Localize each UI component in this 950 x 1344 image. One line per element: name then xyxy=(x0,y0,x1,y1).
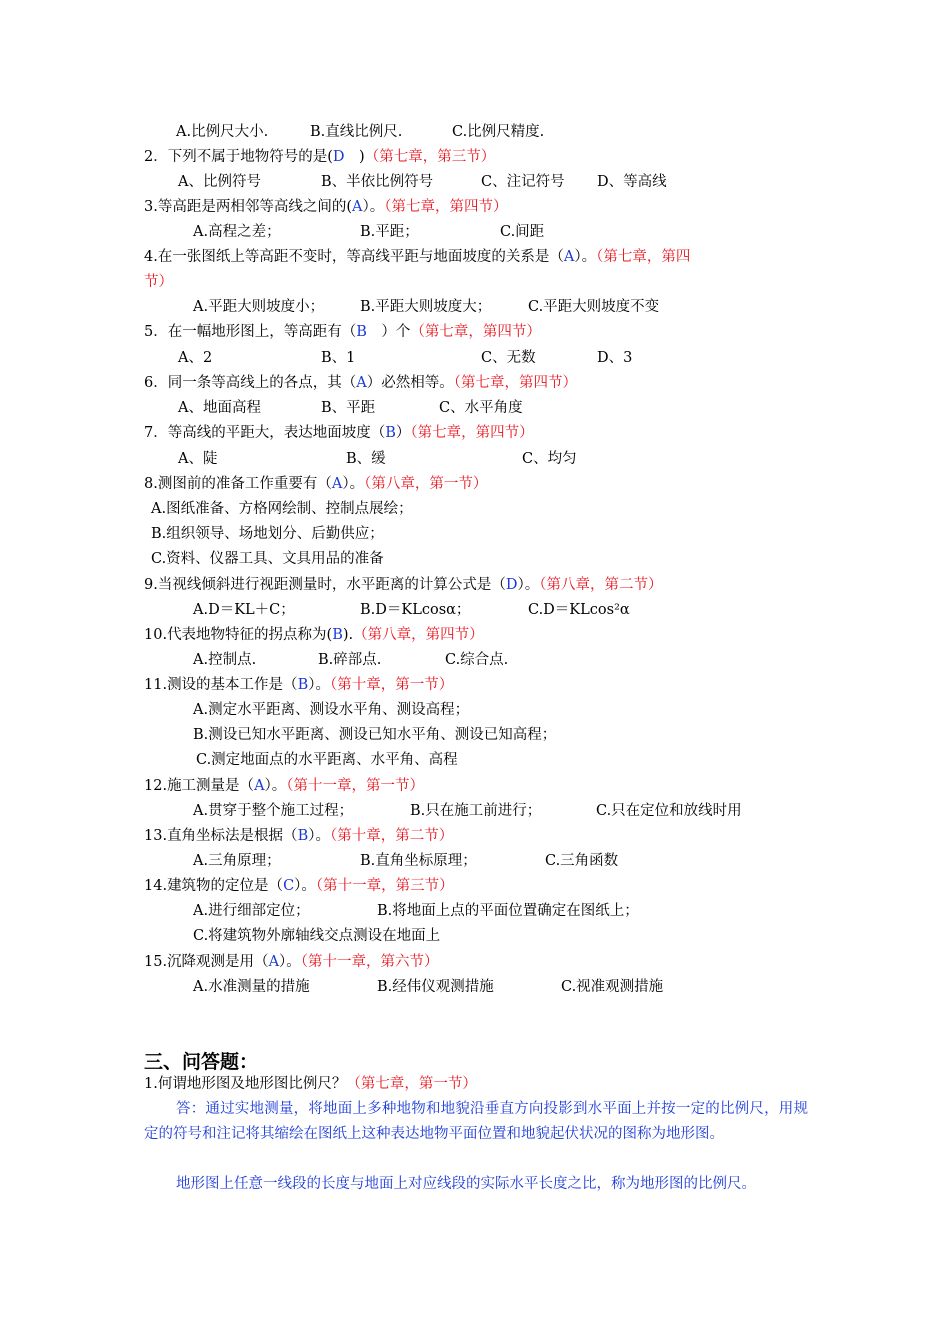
question-number: 8. xyxy=(144,476,158,492)
chapter-ref: （第七章，第四 xyxy=(596,249,691,265)
chapter-ref: （第十章，第一节） xyxy=(329,677,454,693)
option: C.资料、仪器工具、文具用品的准备 xyxy=(151,551,384,567)
question-12 xyxy=(144,776,424,796)
option: B、半依比例符号 xyxy=(321,174,434,190)
question-14 xyxy=(144,876,454,896)
chapter-ref: （第八章，第一节） xyxy=(364,476,488,492)
essay-question-1 xyxy=(144,1074,477,1094)
question-stem: 在一张图纸上等高距不变时，等高线平距与地面坡度的关系是（ xyxy=(157,249,564,265)
question-number: 12. xyxy=(144,778,168,794)
question-close: ）个 xyxy=(366,324,411,340)
question-stem: 下列不属于地物符号的是( xyxy=(167,149,333,165)
option: B、1 xyxy=(321,350,356,366)
question-close: ） xyxy=(395,425,411,441)
chapter-ref: （第十一章，第六节） xyxy=(300,954,439,970)
question-number: 6． xyxy=(144,375,168,391)
question-close: ）。 xyxy=(308,828,330,844)
option: C.D＝KLcos²α xyxy=(528,602,630,618)
option: A.进行细部定位； xyxy=(193,903,310,919)
answer: B xyxy=(297,828,309,844)
question-stem: 等高线的平距大，表达地面坡度（ xyxy=(167,425,386,441)
option: A、地面高程 xyxy=(178,400,261,416)
question-number: 2． xyxy=(144,149,168,165)
question-10 xyxy=(144,625,484,645)
question-close: ）。 xyxy=(574,249,597,265)
chapter-ref: （第七章，第四节） xyxy=(453,375,577,391)
question-15 xyxy=(144,952,439,972)
question-7 xyxy=(144,423,534,443)
chapter-ref-continued: 节） xyxy=(144,274,173,290)
question-stem: 何谓地形图及地形图比例尺？ xyxy=(157,1076,347,1092)
option: B.平距大则坡度大； xyxy=(360,299,492,315)
option: A.水准测量的措施 xyxy=(193,979,310,995)
question-number: 4. xyxy=(144,249,158,265)
option: D、3 xyxy=(597,350,633,366)
question-9 xyxy=(144,575,662,595)
option: A.贯穿于整个施工过程； xyxy=(193,803,354,819)
question-stem: 直角坐标法是根据（ xyxy=(167,828,298,844)
question-number: 15. xyxy=(144,954,168,970)
option: B.D＝KLcosα； xyxy=(360,602,471,618)
question-close: ）。 xyxy=(308,677,330,693)
answer: D xyxy=(332,149,345,165)
answer: A xyxy=(356,375,367,391)
chapter-ref: （第八章，第二节） xyxy=(539,577,663,593)
option: A.高程之差； xyxy=(193,224,281,240)
chapter-ref: （第八章，第四节） xyxy=(353,627,484,643)
question-stem: 测图前的准备工作重要有（ xyxy=(157,476,332,492)
question-close: ）必然相等。 xyxy=(366,375,454,391)
question-2 xyxy=(144,147,495,167)
option: B.组织领导、场地划分、后勤供应； xyxy=(151,526,384,542)
question-close: ）。 xyxy=(264,778,287,794)
option: C.综合点. xyxy=(445,652,509,668)
option: C.间距 xyxy=(500,224,545,240)
question-number: 7． xyxy=(144,425,168,441)
option: B.测设已知水平距离、测设已知水平角、测设已知高程； xyxy=(193,727,557,743)
option: B.经伟仪观测措施 xyxy=(377,979,494,995)
question-number: 14. xyxy=(144,878,168,894)
answer: C xyxy=(283,878,295,894)
option: A.测定水平距离、测设水平角、测设高程； xyxy=(193,702,470,718)
option: B、缓 xyxy=(346,451,386,467)
chapter-ref: （第七章，第四节） xyxy=(410,425,534,441)
question-number: 3. xyxy=(144,199,158,215)
question-stem: 同一条等高线上的各点，其（ xyxy=(167,375,357,391)
option: C.只在定位和放线时用 xyxy=(596,803,742,819)
question-6 xyxy=(144,373,577,393)
question-close: ) xyxy=(344,149,365,165)
chapter-ref: （第七章，第一节） xyxy=(346,1076,477,1092)
option: A.比例尺大小. xyxy=(176,124,269,140)
question-3 xyxy=(144,197,507,217)
answer: A xyxy=(331,476,343,492)
option: C、注记符号 xyxy=(481,174,565,190)
option: A.图纸准备、方格网绘制、控制点展绘； xyxy=(151,501,413,517)
option: C.将建筑物外廓轴线交点测设在地面上 xyxy=(193,928,441,944)
question-stem: 建筑物的定位是（ xyxy=(167,878,284,894)
question-number: 5． xyxy=(144,324,168,340)
option: C.测定地面点的水平距离、水平角、高程 xyxy=(196,752,458,768)
option: A.D＝KL＋C； xyxy=(193,602,295,618)
question-8 xyxy=(144,474,487,494)
section-heading: 三、问答题： xyxy=(144,1051,259,1073)
question-number: 1. xyxy=(144,1076,158,1092)
answer: A xyxy=(563,249,575,265)
answer: A xyxy=(268,954,280,970)
question-close: ）。 xyxy=(279,954,301,970)
question-4 xyxy=(144,247,690,267)
question-close: ）。 xyxy=(342,476,365,492)
option: B.平距； xyxy=(360,224,419,240)
question-13 xyxy=(144,826,453,846)
option: B、平距 xyxy=(321,400,376,416)
answer: B xyxy=(356,324,367,340)
option: A.控制点. xyxy=(193,652,257,668)
question-close: ). xyxy=(342,627,354,643)
option: A、比例符号 xyxy=(178,174,261,190)
question-number: 11. xyxy=(144,677,168,693)
answer: A xyxy=(352,199,363,215)
answer: B xyxy=(332,627,343,643)
question-close: ）。 xyxy=(362,199,385,215)
chapter-ref: （第七章，第四节） xyxy=(410,324,541,340)
option: C.视准观测措施 xyxy=(561,979,664,995)
question-number: 9. xyxy=(144,577,158,593)
option: B.只在施工前进行； xyxy=(410,803,542,819)
option: C.三角函数 xyxy=(545,853,619,869)
option: B.直角坐标原理； xyxy=(360,853,477,869)
option: B.直线比例尺. xyxy=(310,124,403,140)
option: A、陡 xyxy=(178,451,218,467)
answer: B xyxy=(297,677,309,693)
option: A.平距大则坡度小； xyxy=(193,299,325,315)
option: C、均匀 xyxy=(522,451,577,467)
question-number: 10. xyxy=(144,627,168,643)
question-11 xyxy=(144,675,453,695)
chapter-ref: （第七章，第三节） xyxy=(364,149,496,165)
question-close: ）。 xyxy=(294,878,316,894)
answer: B xyxy=(385,425,396,441)
question-stem: 在一幅地形图上，等高距有（ xyxy=(167,324,357,340)
chapter-ref: （第七章，第四节） xyxy=(384,199,508,215)
option: A、2 xyxy=(178,350,213,366)
chapter-ref: （第十一章，第一节） xyxy=(286,778,425,794)
option: C.平距大则坡度不变 xyxy=(528,299,660,315)
question-close: ）。 xyxy=(517,577,540,593)
question-stem: 代表地物特征的拐点称为( xyxy=(167,627,333,643)
option: B.碎部点. xyxy=(318,652,382,668)
option: C.比例尺精度. xyxy=(452,124,545,140)
chapter-ref: （第十一章，第三节） xyxy=(315,878,454,894)
option: B.将地面上点的平面位置确定在图纸上； xyxy=(377,903,639,919)
question-stem: 测设的基本工作是（ xyxy=(167,677,298,693)
answer: D xyxy=(505,577,518,593)
option: C、无数 xyxy=(481,350,536,366)
answer-paragraph-1: 答：通过实地测量，将地面上多种地物和地貌沿垂直方向投影到水平面上并按一定的比例尺，用规定的符号和注记将其缩绘在图纸上这种表达地物平面位置和地貌起伏状况的图称为地形图。 xyxy=(144,1101,808,1142)
question-stem: 施工测量是（ xyxy=(167,778,255,794)
question-stem: 沉降观测是用（ xyxy=(167,954,269,970)
option: A.三角原理； xyxy=(193,853,281,869)
option: C、水平角度 xyxy=(439,400,523,416)
option: D、等高线 xyxy=(597,174,667,190)
question-stem: 当视线倾斜进行视距测量时，水平距离的计算公式是（ xyxy=(157,577,506,593)
question-5 xyxy=(144,322,541,342)
question-number: 13. xyxy=(144,828,168,844)
answer: A xyxy=(254,778,265,794)
question-stem: 等高距是两相邻等高线之间的( xyxy=(157,199,352,215)
answer-paragraph-2: 地形图上任意一线段的长度与地面上对应线段的实际水平长度之比，称为地形图的比例尺。 xyxy=(176,1176,756,1192)
chapter-ref: （第十章，第二节） xyxy=(329,828,454,844)
